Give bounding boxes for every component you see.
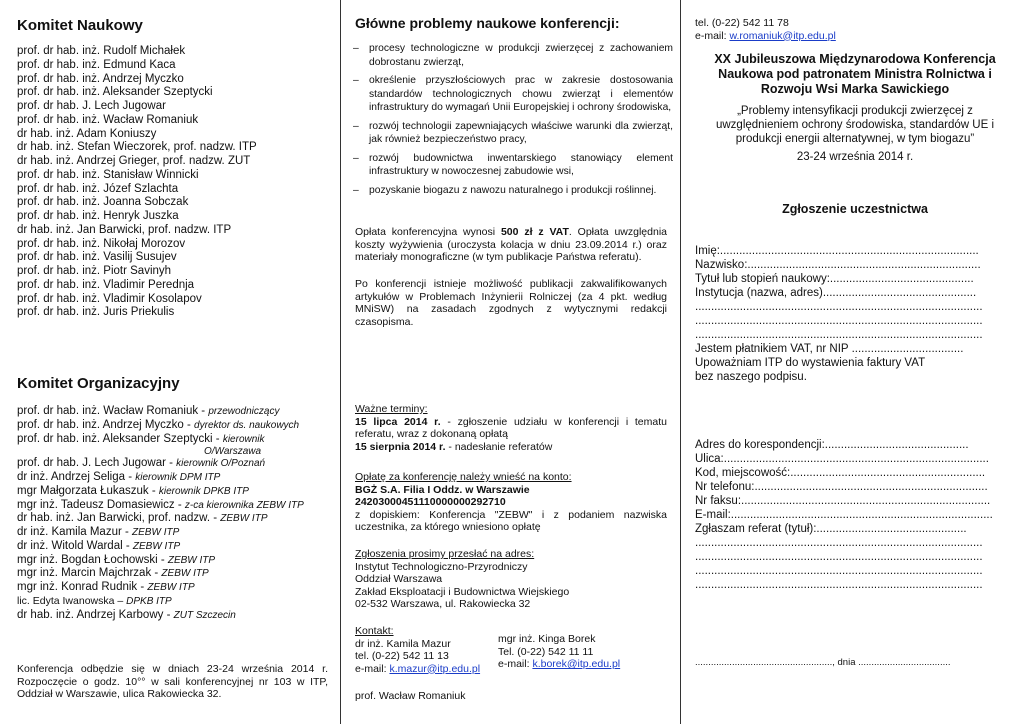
organizer-member xyxy=(17,405,304,419)
fee-amount: 500 zł z VAT xyxy=(500,226,569,238)
organizer-name: prof. dr hab. J. Lech Jugowar - xyxy=(17,457,177,470)
problem-text: procesy technologiczne w produkcji zwierzęcej z zachowaniem dobrostanu zwierząt, xyxy=(369,43,673,68)
conference-title: XX Jubileuszowa Międzynarodowa Konferencja Naukowa pod patronatem Ministra Rolnictwa i Rozwoju Wsi Marka Sawickiego xyxy=(714,52,996,96)
committee-member: prof. dr hab. inż. Juris Priekulis xyxy=(17,306,175,319)
organizer-member xyxy=(17,485,304,499)
organizer-member xyxy=(17,567,304,581)
organizer-role: ZEBW ITP xyxy=(132,527,180,538)
problem-item xyxy=(353,184,673,198)
committee-member: prof. dr hab. inż. Henryk Juszka xyxy=(17,210,179,222)
contact-2-email-link[interactable]: k.borek@itp.edu.pl xyxy=(532,658,621,670)
deadlines-block xyxy=(355,403,667,453)
organizer-name: mgr inż. Konrad Rudnik - xyxy=(17,581,148,593)
committee-member: dr hab. inż. Stefan Wieczorek, prof. nadzw. ITP xyxy=(17,141,257,154)
form-field-line[interactable]: .......................................................................................... xyxy=(695,579,983,591)
organizer-role: ZEBW ITP xyxy=(220,513,268,525)
form-field-line[interactable]: bez naszego podpisu. xyxy=(695,371,807,383)
contact-2-phone: Tel. (0-22) 542 11 11 xyxy=(498,645,594,658)
form-field-line[interactable]: Zgłaszam referat (tytuł):............................................... xyxy=(695,523,967,535)
form-field-line[interactable]: Adres do korespondencji:............................................. xyxy=(695,439,969,451)
organizer-name: mgr inż. Tadeusz Domasiewicz - xyxy=(17,498,185,511)
form-field-line[interactable]: .......................................................................................... xyxy=(695,537,983,549)
organizer-name: prof. dr hab. inż. Wacław Romaniuk - xyxy=(17,405,209,417)
contact-3-phone: tel. (0-22) 542 11 78 xyxy=(695,17,789,29)
organizer-member xyxy=(17,499,304,513)
problem-text: rozwój budownictwa inwentarskiego stanowiący element infrastruktury w nowoczesnej zabudowie wsi, xyxy=(369,152,673,177)
address-line-3: Zakład Eksploatacji i Budownictwa Wiejskiego xyxy=(355,585,570,598)
bank-account: 24203000451110000000292710 xyxy=(355,496,506,508)
committee-member: prof. dr hab. J. Lech Jugowar xyxy=(17,100,166,112)
contact-1-email-row xyxy=(355,663,505,676)
problem-item xyxy=(353,120,673,147)
organizer-role: ZEBW ITP xyxy=(167,554,216,566)
organizer-member xyxy=(17,540,304,554)
organizing-committee-title: Komitet Organizacyjny xyxy=(17,375,180,392)
committee-member: prof. dr hab. inż. Vasilij Susujev xyxy=(17,251,177,264)
contact-2 xyxy=(498,633,668,671)
form-field-line[interactable]: Nazwisko:......................................................................... xyxy=(695,259,981,271)
dash-bullet-icon: – xyxy=(353,184,359,196)
organizer-member xyxy=(17,512,304,526)
form-field-line[interactable]: Ulica:................................................................................... xyxy=(695,453,989,465)
deadlines-title: Ważne terminy: xyxy=(355,403,428,415)
fee-pre: Opłata konferencyjna wynosi xyxy=(355,226,501,238)
form-field-line[interactable]: .......................................................................................... xyxy=(695,551,983,563)
organizer-role: ZEBW ITP xyxy=(147,582,195,593)
organizer-name: dr hab. inż. Andrzej Karbowy - xyxy=(17,608,174,621)
address-block xyxy=(355,548,667,611)
organizer-name: lic. Edyta Iwanowska – xyxy=(17,594,127,607)
committee-member: prof. dr hab. inż. Stanisław Winnicki xyxy=(17,168,199,181)
organizer-role: z-ca kierownika ZEBW ITP xyxy=(184,499,304,511)
form-field-line[interactable]: Tytuł lub stopień naukowy:............................................. xyxy=(695,273,974,285)
organizer-member xyxy=(17,581,304,595)
committee-member: prof. dr hab. inż. Aleksander Szeptycki xyxy=(17,86,213,99)
organizer-member xyxy=(17,457,304,471)
address-title: Zgłoszenia prosimy przesłać na adres: xyxy=(355,548,535,560)
contact-3-email-label: e-mail: xyxy=(695,29,730,42)
fee-post: . Opłata uwzględnia koszty wyżywienia (uroczysta kolacja w dniu 23.09.2014 r.) oraz materiały monograficzne (w tym publikacje Państwa referatu). xyxy=(355,226,667,263)
organizer-role: ZEBW ITP xyxy=(161,568,209,580)
organizer-role: ZEBW ITP xyxy=(132,540,181,552)
problem-text: rozwój technologii zapewniających właściwe warunki dla zwierząt, jak również bezpieczeństwo pracy, xyxy=(369,120,673,145)
organizer-role: DPKB ITP xyxy=(126,595,172,607)
organizer-member xyxy=(17,554,304,568)
payment-title: Opłatę za konferencję należy wnieść na konto: xyxy=(355,471,572,483)
organizer-role: dyrektor ds. naukowych xyxy=(194,419,300,431)
problem-text: pozyskanie biogazu z nawozu naturalnego i produkcji roślinnej. xyxy=(369,184,657,196)
contact-1 xyxy=(355,625,505,675)
form-title: Zgłoszenie uczestnictwa xyxy=(782,202,928,216)
scientific-committee-list xyxy=(17,45,257,320)
committee-member: dr hab. inż. Andrzej Grieger, prof. nadzw. ZUT xyxy=(17,155,251,167)
committee-member: dr hab. inż. Adam Koniuszy xyxy=(17,127,157,140)
organizing-committee-list xyxy=(17,405,304,622)
organizer-name: dr hab. inż. Jan Barwicki, prof. nadzw. - xyxy=(17,512,221,525)
organizer-role: kierownik DPKB ITP xyxy=(158,485,249,497)
organizer-role: kierownik xyxy=(222,433,265,445)
form-field-line[interactable]: .......................................................................................... xyxy=(695,315,983,327)
problem-item xyxy=(353,74,673,115)
dash-bullet-icon: – xyxy=(353,152,359,164)
organizer-name: prof. dr hab. inż. Aleksander Szeptycki - xyxy=(17,432,223,445)
deadline-1-date: 15 lipca 2014 r. xyxy=(355,415,441,428)
form-field-line[interactable]: Kod, miejscowość:............................................................. xyxy=(695,467,986,479)
form-field-line[interactable]: .......................................................................................... xyxy=(695,301,983,313)
dash-bullet-icon: – xyxy=(353,43,359,54)
contact-title: Kontakt: xyxy=(355,625,394,637)
contact-2-email-row xyxy=(498,658,668,671)
dash-bullet-icon: – xyxy=(353,120,359,132)
publication-note: Po konferencji istnieje możliwość publikacji zakwalifikowanych artykułów w Problemach Inżynierii Rolniczej (za 4 pkt. według MNiSW) na zasadach zgodnych z wytycznymi redakcji czasopisma. xyxy=(355,278,667,328)
form-field-line[interactable]: Upoważniam ITP do wystawienia faktury VAT xyxy=(695,357,926,369)
contact-3-email-link[interactable]: w.romaniuk@itp.edu.pl xyxy=(729,29,836,42)
form-field-line[interactable]: E-mail:.................................................................................. xyxy=(695,509,993,521)
signature-line[interactable]: ...................................................., dnia ................................... xyxy=(695,657,951,668)
committee-member: prof. dr hab. inż. Rudolf Michałek xyxy=(17,45,186,57)
conference-dates: 23-24 września 2014 r. xyxy=(796,151,914,163)
form-field-line[interactable]: Jestem płatnikiem VAT, nr NIP ................................... xyxy=(695,343,964,355)
organizer-role: kierownik DPM ITP xyxy=(135,472,221,483)
dash-bullet-icon: – xyxy=(353,75,359,86)
organizer-name: mgr Małgorzata Łukaszuk - xyxy=(17,484,159,497)
contact-1-email-label: e-mail: xyxy=(355,662,390,675)
organizer-name: dr inż. Kamila Mazur - xyxy=(17,526,133,538)
organizer-name: dr inż. Witold Wardal - xyxy=(17,539,133,552)
committee-member: prof. dr hab. inż. Józef Szlachta xyxy=(17,182,179,195)
contact-3-name: prof. Wacław Romaniuk xyxy=(355,690,466,702)
organizer-member xyxy=(17,526,304,540)
address-line-2: Oddział Warszawa xyxy=(355,573,443,585)
conference-theme: „Problemy intensyfikacji produkcji zwierzęcej z uwzględnieniem ochrony środowiska, standardów UE i produkcji energii alternatywnej, w tym biogazu” xyxy=(715,105,995,145)
form-field-line[interactable]: Imię:................................................................................. xyxy=(695,245,979,257)
contact-3 xyxy=(695,17,1015,42)
organizer-name: prof. dr hab. inż. Andrzej Myczko - xyxy=(17,418,195,431)
bank-name: BGŻ S.A. Filia I Oddz. w Warszawie xyxy=(355,483,530,496)
address-line-4: 02-532 Warszawa, ul. Rakowiecka 32 xyxy=(355,598,531,610)
problem-item xyxy=(353,152,673,179)
contact-2-email-label: e-mail: xyxy=(498,658,533,670)
contact-3-name-block xyxy=(355,690,505,703)
organizer-name: mgr inż. Bogdan Łochowski - xyxy=(17,553,168,566)
problems-title: Główne problemy naukowe konferencji: xyxy=(355,15,620,31)
committee-member: prof. dr hab. inż. Vladimir Perednja xyxy=(17,278,195,291)
payment-note: z dopiskiem: Konferencja "ZEBW" i z podaniem nazwiska uczestnika, za którego wniesiono opłatę xyxy=(355,508,667,533)
contact-2-name: mgr inż. Kinga Borek xyxy=(498,633,596,645)
organizer-name: dr inż. Andrzej Seliga - xyxy=(17,471,136,483)
organizer-role-continued: O/Warszawa xyxy=(204,446,262,458)
committee-member: prof. dr hab. inż. Joanna Sobczak xyxy=(17,196,189,209)
organizer-member xyxy=(17,609,304,623)
organizer-member xyxy=(17,471,304,485)
address-line-1: Instytut Technologiczno-Przyrodniczy xyxy=(355,560,528,573)
deadline-2 xyxy=(355,441,667,454)
middle-column xyxy=(341,0,679,724)
form-field-line[interactable]: Nr telefonu:......................................................................... xyxy=(695,481,988,493)
contact-3-email-row xyxy=(695,30,1015,43)
committee-member: prof. dr hab. inż. Nikołaj Morozov xyxy=(17,237,186,250)
problems-list xyxy=(353,42,673,202)
organizer-member xyxy=(17,419,304,433)
contact-1-name: dr inż. Kamila Mazur xyxy=(355,637,451,650)
problem-item xyxy=(353,42,673,69)
venue-note: Konferencja odbędzie się w dniach 23-24 września 2014 r. Rozpoczęcie o godz. 10°° w sali konferencyjnej nr 103 w ITP, Oddział w Warszawie, ulica Rakowiecka 32. xyxy=(17,663,328,700)
organizer-role: kierownik O/Poznań xyxy=(176,458,266,470)
committee-member: dr hab. inż. Jan Barwicki, prof. nadzw. ITP xyxy=(17,223,232,236)
committee-member: prof. dr hab. inż. Vladimir Kosolapov xyxy=(17,292,202,305)
participant-form-section-1 xyxy=(695,244,999,384)
deadline-2-date: 15 sierpnia 2014 r. xyxy=(355,440,446,453)
organizer-member xyxy=(17,595,304,609)
contact-1-phone: tel. (0-22) 542 11 13 xyxy=(355,650,449,662)
fee-paragraph xyxy=(355,226,667,264)
right-column xyxy=(681,0,1024,724)
organizer-role: przewodniczący xyxy=(208,406,280,417)
participant-form-section-2 xyxy=(695,438,999,592)
deadline-2-text: - nadesłanie referatów xyxy=(445,440,553,453)
committee-member: prof. dr hab. inż. Andrzej Myczko xyxy=(17,72,184,85)
form-field-line[interactable]: .......................................................................................... xyxy=(695,329,983,341)
committee-member: prof. dr hab. inż. Edmund Kaca xyxy=(17,58,176,71)
contact-1-email-link[interactable]: k.mazur@itp.edu.pl xyxy=(389,662,481,675)
organizer-member xyxy=(17,433,304,458)
deadline-1 xyxy=(355,416,667,441)
committee-member: prof. dr hab. inż. Piotr Savinyh xyxy=(17,265,172,277)
left-column xyxy=(0,0,340,724)
form-field-line[interactable]: Nr faksu:.............................................................................. xyxy=(695,495,991,507)
committee-member: prof. dr hab. inż. Wacław Romaniuk xyxy=(17,113,199,126)
deadline-1-text: - zgłoszenie udziału w konferencji i tematu referatu, wraz z dokonaną opłatą xyxy=(355,415,667,440)
payment-block xyxy=(355,471,667,534)
scientific-committee-title: Komitet Naukowy xyxy=(17,17,143,34)
form-field-line[interactable]: .......................................................................................... xyxy=(695,565,983,577)
form-field-line[interactable]: Instytucja (nazwa, adres)................................................ xyxy=(695,287,977,299)
problem-text: określenie przyszłościowych prac w zakresie dostosowania standardów technologicznych chowu zwierząt i elementów infrastruktury do wymagań Unii Europejskiej i ochrony środowiska, xyxy=(369,75,673,113)
organizer-name: mgr inż. Marcin Majchrzak - xyxy=(17,567,162,580)
organizer-role: ZUT Szczecin xyxy=(173,609,236,621)
